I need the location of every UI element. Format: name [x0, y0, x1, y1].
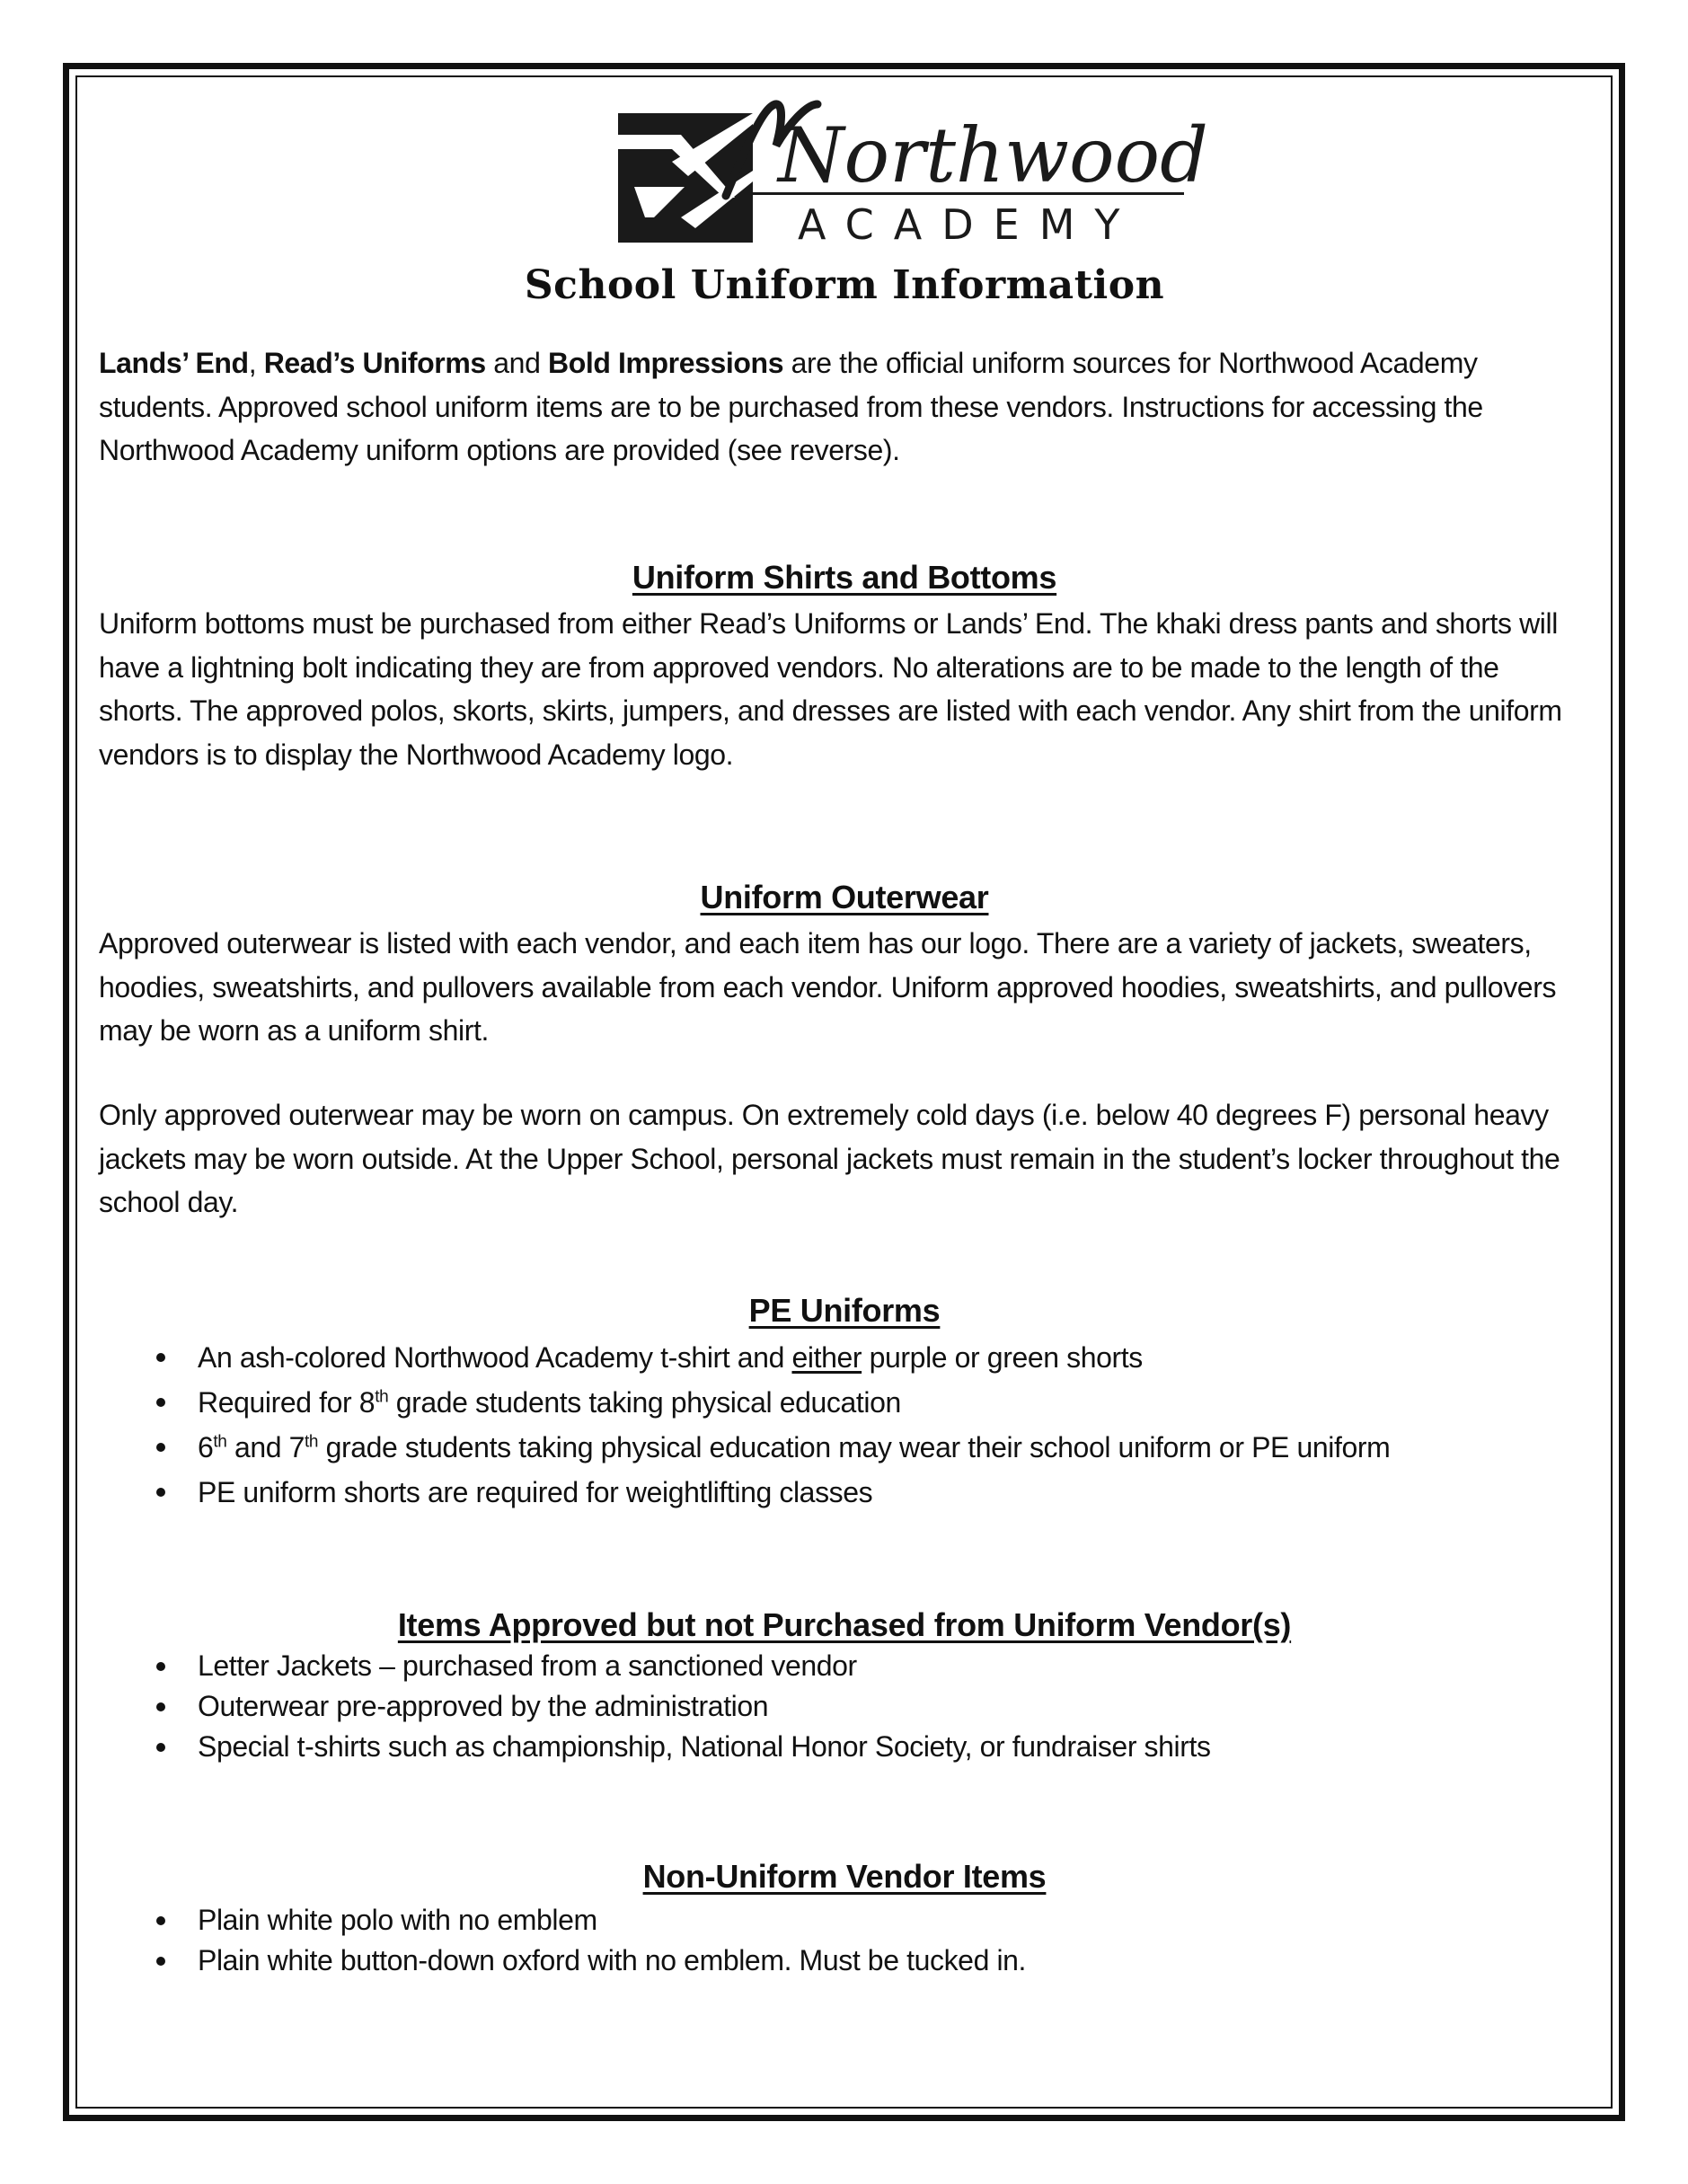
outerwear-paragraph-1: Approved outerwear is listed with each vendor, and each item has our logo. There are a variety of jackets, sweaters, hoodies, sweatshirts, and pullovers available from each vendor. Uniform approved hoodies, sweatshirts, and pullovers may be worn as a uniform shirt.	[99, 927, 1557, 1047]
pe-item-3-sup-2: th	[305, 1432, 319, 1452]
bullet-icon	[156, 1662, 165, 1671]
pe-item-4-text: PE uniform shorts are required for weightlifting classes	[198, 1476, 873, 1508]
list-item	[99, 1335, 1590, 1380]
pe-item-3-text-c: grade students taking physical education may wear their school uniform or PE uniform	[318, 1431, 1391, 1463]
list-item	[99, 1646, 1590, 1686]
shirts-bottoms-paragraph: Uniform bottoms must be purchased from either Read’s Uniforms or Lands’ End. The khaki dress pants and shorts will have a lightning bolt indicating they are from approved vendors. No alterations are to be made to the length of the shorts. The approved polos, skorts, skirts, jumpers, and dresses are listed with each vendor. Any shirt from the uniform vendors is to display the Northwood Academy logo.	[99, 607, 1562, 771]
bullet-icon	[156, 1398, 165, 1407]
list-item	[99, 1900, 1590, 1941]
logo-wordmark: Northwood	[778, 111, 1208, 199]
northwood-academy-logo	[618, 99, 1211, 243]
pe-item-3-text-b: and 7	[226, 1431, 305, 1463]
pe-item-2-text-b: grade students taking physical education	[388, 1386, 901, 1419]
document-content	[99, 99, 1590, 2075]
pe-item-3-sup-1: th	[213, 1432, 227, 1452]
bullet-icon	[156, 1743, 165, 1752]
logo-subtitle: ACADEMY	[798, 200, 1140, 243]
non-uniform-items-list	[99, 1900, 1590, 1981]
bullet-icon	[156, 1957, 165, 1966]
bullet-icon	[156, 1488, 165, 1497]
intro-text: are the official uniform sources for Northwood Academy students. Approved school uniform items are to be purchased from these vendors. Instructions for accessing the Northwood Academy uniform options are provided (see reverse).	[99, 347, 1483, 466]
vendor-bold-impressions: Bold Impressions	[547, 347, 784, 379]
bullet-icon	[156, 1353, 165, 1362]
approved-item-text: Letter Jackets – purchased from a sanctioned vendor	[198, 1649, 857, 1682]
intro-sep-2: and	[485, 347, 548, 379]
list-item	[99, 1425, 1590, 1470]
pe-item-1-underlined: either	[791, 1341, 862, 1374]
pe-item-2-text-a: Required for 8	[198, 1386, 376, 1419]
vendor-lands-end: Lands’ End	[99, 347, 249, 379]
heading-approved-items: Items Approved but not Purchased from Uniform Vendor(s)	[397, 1606, 1292, 1643]
heading-pe-uniforms: PE Uniforms	[748, 1292, 941, 1329]
approved-items-list	[99, 1646, 1590, 1767]
approved-item-text: Outerwear pre-approved by the administration	[198, 1690, 769, 1722]
list-item	[99, 1727, 1590, 1767]
list-item	[99, 1686, 1590, 1727]
intro-paragraph	[99, 341, 1590, 473]
non-uniform-item-text: Plain white button-down oxford with no emblem. Must be tucked in.	[198, 1944, 1027, 1976]
list-item	[99, 1941, 1590, 1981]
pe-item-1-text-a: An ash-colored Northwood Academy t-shirt and	[198, 1341, 792, 1374]
heading-shirts-bottoms: Uniform Shirts and Bottoms	[632, 559, 1057, 596]
list-item	[99, 1380, 1590, 1425]
bullet-icon	[156, 1916, 165, 1925]
bullet-icon	[156, 1443, 165, 1452]
vendor-reads-uniforms: Read’s Uniforms	[263, 347, 486, 379]
heading-non-uniform-items: Non-Uniform Vendor Items	[642, 1858, 1047, 1895]
outerwear-paragraph-2: Only approved outerwear may be worn on campus. On extremely cold days (i.e. below 40 degrees F) personal heavy jackets may be worn outside. At the Upper School, personal jackets must remain in the student’s locker throughout the school day.	[99, 1099, 1560, 1218]
approved-item-text: Special t-shirts such as championship, National Honor Society, or fundraiser shirts	[198, 1730, 1211, 1763]
list-item	[99, 1470, 1590, 1515]
pe-uniforms-list	[99, 1335, 1590, 1515]
pe-item-3-text-a: 6	[198, 1431, 214, 1463]
pe-item-2-sup: th	[375, 1387, 389, 1407]
pe-item-1-text-b: purple or green shorts	[862, 1341, 1143, 1374]
heading-outerwear: Uniform Outerwear	[700, 879, 989, 915]
non-uniform-item-text: Plain white polo with no emblem	[198, 1904, 597, 1936]
bullet-icon	[156, 1702, 165, 1711]
page-title: School Uniform Information	[524, 262, 1165, 308]
intro-sep-1: ,	[248, 347, 264, 379]
